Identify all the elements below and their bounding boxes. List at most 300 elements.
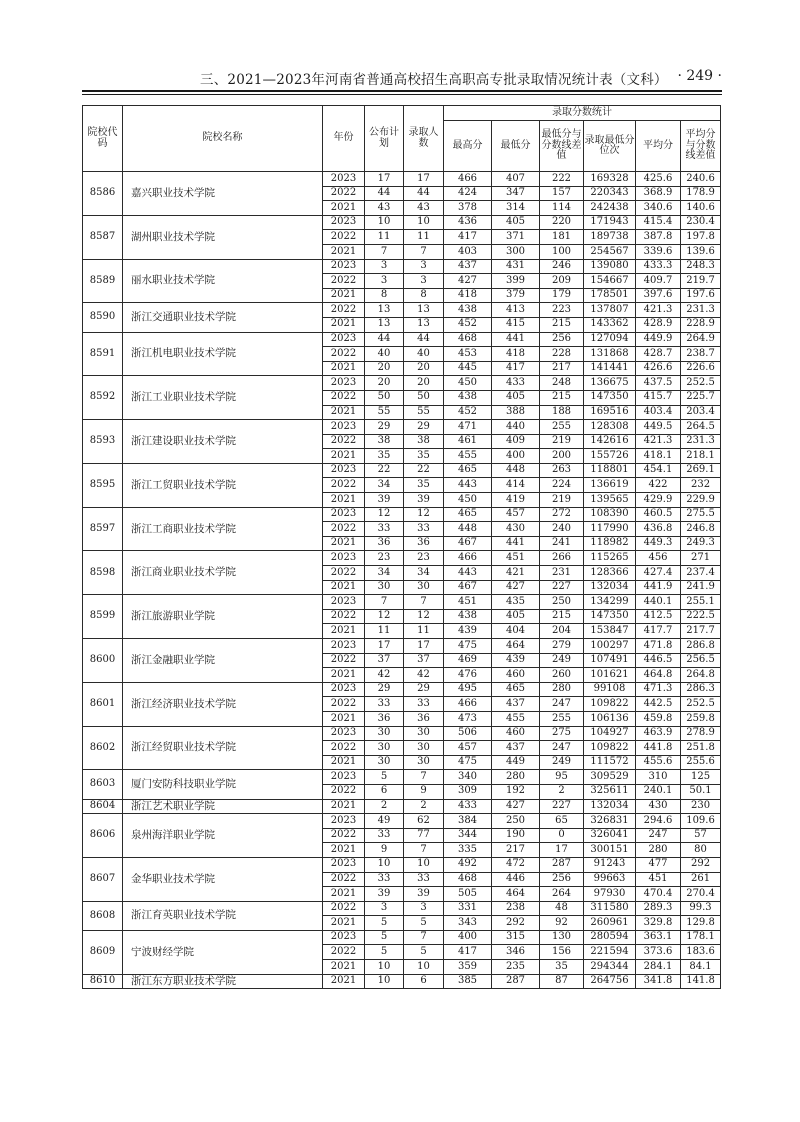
header-plan: 公布计划 [365, 106, 404, 172]
school-code: 8609 [83, 930, 123, 974]
year-cell: 2023 [323, 551, 365, 566]
min-rank-cell: 178501 [584, 288, 636, 303]
table-row [83, 420, 721, 435]
plan-cell: 30 [365, 755, 404, 770]
avg-score-cell: 289.3 [636, 901, 681, 916]
avg-diff-cell: 255.6 [681, 755, 721, 770]
plan-cell: 10 [365, 960, 404, 975]
avg-score-cell: 442.5 [636, 697, 681, 712]
year-cell: 2023 [323, 682, 365, 697]
min-score-cell: 404 [492, 624, 540, 639]
table-row [83, 551, 721, 566]
max-score-cell: 359 [444, 960, 492, 975]
max-score-cell: 433 [444, 799, 492, 814]
avg-diff-cell: 99.3 [681, 901, 721, 916]
avg-diff-cell: 203.4 [681, 405, 721, 420]
max-score-cell: 445 [444, 361, 492, 376]
min-score-cell: 465 [492, 682, 540, 697]
avg-diff-cell: 286.8 [681, 639, 721, 654]
table-row [83, 726, 721, 741]
school-name: 丽水职业技术学院 [123, 259, 323, 303]
plan-cell: 30 [365, 741, 404, 756]
min-rank-cell: 326041 [584, 828, 636, 843]
plan-cell: 7 [365, 244, 404, 259]
min-diff-cell: 17 [540, 843, 584, 858]
year-cell: 2021 [323, 755, 365, 770]
avg-diff-cell: 178.9 [681, 186, 721, 201]
admitted-cell: 17 [404, 172, 444, 187]
school-code: 8604 [83, 799, 123, 814]
table-row [83, 303, 721, 318]
year-cell: 2022 [323, 274, 365, 289]
year-cell: 2021 [323, 799, 365, 814]
plan-cell: 10 [365, 215, 404, 230]
min-score-cell: 314 [492, 201, 540, 216]
school-code: 8601 [83, 682, 123, 726]
plan-cell: 8 [365, 288, 404, 303]
admitted-cell: 36 [404, 536, 444, 551]
admitted-cell: 8 [404, 288, 444, 303]
table-row [83, 463, 721, 478]
min-score-cell: 280 [492, 770, 540, 785]
header-admitted: 录取人数 [404, 106, 444, 172]
min-diff-cell: 65 [540, 814, 584, 829]
min-diff-cell: 249 [540, 653, 584, 668]
avg-diff-cell: 140.6 [681, 201, 721, 216]
min-rank-cell: 109822 [584, 741, 636, 756]
min-diff-cell: 219 [540, 434, 584, 449]
table-row [83, 930, 721, 945]
school-code: 8589 [83, 259, 123, 303]
min-diff-cell: 156 [540, 945, 584, 960]
school-name: 宁波财经学院 [123, 930, 323, 974]
plan-cell: 12 [365, 507, 404, 522]
max-score-cell: 492 [444, 857, 492, 872]
admitted-cell: 33 [404, 522, 444, 537]
max-score-cell: 417 [444, 230, 492, 245]
year-cell: 2021 [323, 916, 365, 931]
min-score-cell: 427 [492, 799, 540, 814]
year-cell: 2023 [323, 332, 365, 347]
year-cell: 2021 [323, 449, 365, 464]
min-score-cell: 427 [492, 580, 540, 595]
year-cell: 2023 [323, 463, 365, 478]
avg-diff-cell: 255.1 [681, 595, 721, 610]
avg-diff-cell: 275.5 [681, 507, 721, 522]
avg-diff-cell: 269.1 [681, 463, 721, 478]
admitted-cell: 7 [404, 930, 444, 945]
min-rank-cell: 111572 [584, 755, 636, 770]
max-score-cell: 385 [444, 974, 492, 989]
avg-diff-cell: 226.6 [681, 361, 721, 376]
avg-diff-cell: 248.3 [681, 259, 721, 274]
admitted-cell: 7 [404, 843, 444, 858]
min-rank-cell: 154667 [584, 274, 636, 289]
min-rank-cell: 108390 [584, 507, 636, 522]
min-rank-cell: 220343 [584, 186, 636, 201]
school-code: 8600 [83, 639, 123, 683]
avg-score-cell: 387.8 [636, 230, 681, 245]
min-score-cell: 405 [492, 390, 540, 405]
school-code: 8587 [83, 215, 123, 259]
year-cell: 2021 [323, 317, 365, 332]
year-cell: 2022 [323, 828, 365, 843]
table-row [83, 901, 721, 916]
school-name: 浙江建设职业技术学院 [123, 420, 323, 464]
admitted-cell: 3 [404, 901, 444, 916]
avg-score-cell: 422 [636, 478, 681, 493]
min-rank-cell: 171943 [584, 215, 636, 230]
min-score-cell: 379 [492, 288, 540, 303]
avg-diff-cell: 50.1 [681, 784, 721, 799]
school-name: 浙江艺术职业学院 [123, 799, 323, 814]
avg-diff-cell: 261 [681, 872, 721, 887]
plan-cell: 43 [365, 201, 404, 216]
max-score-cell: 448 [444, 522, 492, 537]
avg-diff-cell: 230 [681, 799, 721, 814]
avg-score-cell: 456 [636, 551, 681, 566]
max-score-cell: 473 [444, 711, 492, 726]
admitted-cell: 39 [404, 887, 444, 902]
avg-diff-cell: 231.3 [681, 434, 721, 449]
avg-score-cell: 428.7 [636, 347, 681, 362]
year-cell: 2023 [323, 770, 365, 785]
min-rank-cell: 189738 [584, 230, 636, 245]
min-rank-cell: 136675 [584, 376, 636, 391]
header-min-rank: 录取最低分位次 [584, 121, 636, 172]
avg-diff-cell: 238.7 [681, 347, 721, 362]
min-rank-cell: 117990 [584, 522, 636, 537]
min-score-cell: 400 [492, 449, 540, 464]
max-score-cell: 443 [444, 478, 492, 493]
page-header [82, 68, 722, 90]
year-cell: 2023 [323, 259, 365, 274]
min-diff-cell: 227 [540, 799, 584, 814]
year-cell: 2023 [323, 507, 365, 522]
max-score-cell: 465 [444, 507, 492, 522]
avg-diff-cell: 270.4 [681, 887, 721, 902]
year-cell: 2021 [323, 405, 365, 420]
table-row [83, 376, 721, 391]
max-score-cell: 506 [444, 726, 492, 741]
admitted-cell: 3 [404, 259, 444, 274]
avg-diff-cell: 219.7 [681, 274, 721, 289]
year-cell: 2022 [323, 741, 365, 756]
avg-score-cell: 415.7 [636, 390, 681, 405]
avg-diff-cell: 252.5 [681, 697, 721, 712]
plan-cell: 17 [365, 639, 404, 654]
school-name: 浙江旅游职业学院 [123, 595, 323, 639]
min-score-cell: 347 [492, 186, 540, 201]
plan-cell: 11 [365, 624, 404, 639]
admitted-cell: 17 [404, 639, 444, 654]
year-cell: 2023 [323, 814, 365, 829]
avg-score-cell: 471.8 [636, 639, 681, 654]
year-cell: 2021 [323, 361, 365, 376]
school-name: 浙江工业职业技术学院 [123, 376, 323, 420]
min-diff-cell: 200 [540, 449, 584, 464]
min-rank-cell: 141441 [584, 361, 636, 376]
admitted-cell: 39 [404, 493, 444, 508]
avg-score-cell: 417.7 [636, 624, 681, 639]
header-min: 最低分 [492, 121, 540, 172]
admitted-cell: 29 [404, 682, 444, 697]
plan-cell: 20 [365, 376, 404, 391]
min-diff-cell: 256 [540, 872, 584, 887]
max-score-cell: 466 [444, 551, 492, 566]
year-cell: 2023 [323, 930, 365, 945]
min-diff-cell: 204 [540, 624, 584, 639]
min-score-cell: 371 [492, 230, 540, 245]
min-score-cell: 448 [492, 463, 540, 478]
min-rank-cell: 131868 [584, 347, 636, 362]
max-score-cell: 450 [444, 376, 492, 391]
avg-score-cell: 449.3 [636, 536, 681, 551]
year-cell: 2023 [323, 726, 365, 741]
max-score-cell: 466 [444, 172, 492, 187]
year-cell: 2022 [323, 390, 365, 405]
min-diff-cell: 255 [540, 420, 584, 435]
year-cell: 2021 [323, 624, 365, 639]
avg-score-cell: 460.5 [636, 507, 681, 522]
plan-cell: 36 [365, 536, 404, 551]
school-name: 浙江工商职业技术学院 [123, 507, 323, 551]
min-diff-cell: 223 [540, 303, 584, 318]
min-rank-cell: 325611 [584, 784, 636, 799]
plan-cell: 6 [365, 784, 404, 799]
avg-diff-cell: 237.4 [681, 566, 721, 581]
year-cell: 2022 [323, 478, 365, 493]
plan-cell: 29 [365, 420, 404, 435]
min-rank-cell: 100297 [584, 639, 636, 654]
max-score-cell: 475 [444, 639, 492, 654]
admitted-cell: 33 [404, 697, 444, 712]
min-rank-cell: 128366 [584, 566, 636, 581]
min-rank-cell: 136619 [584, 478, 636, 493]
min-score-cell: 446 [492, 872, 540, 887]
avg-score-cell: 363.1 [636, 930, 681, 945]
avg-diff-cell: 225.7 [681, 390, 721, 405]
avg-diff-cell: 141.8 [681, 974, 721, 989]
max-score-cell: 309 [444, 784, 492, 799]
avg-diff-cell: 228.9 [681, 317, 721, 332]
plan-cell: 40 [365, 347, 404, 362]
min-score-cell: 457 [492, 507, 540, 522]
admitted-cell: 43 [404, 201, 444, 216]
min-rank-cell: 115265 [584, 551, 636, 566]
min-score-cell: 418 [492, 347, 540, 362]
school-code: 8610 [83, 974, 123, 989]
min-score-cell: 431 [492, 259, 540, 274]
min-rank-cell: 142616 [584, 434, 636, 449]
min-score-cell: 439 [492, 653, 540, 668]
header-title: 三、2021—2023年河南省普通高校招生高职高专批录取情况统计表（文科） [200, 72, 668, 88]
header-avg-diff: 平均分与分数线差值 [681, 121, 721, 172]
school-name: 嘉兴职业技术学院 [123, 172, 323, 216]
year-cell: 2021 [323, 536, 365, 551]
year-cell: 2021 [323, 887, 365, 902]
admitted-cell: 6 [404, 974, 444, 989]
year-cell: 2021 [323, 244, 365, 259]
min-diff-cell: 247 [540, 697, 584, 712]
header-score-group: 录取分数统计 [444, 106, 721, 121]
year-cell: 2021 [323, 974, 365, 989]
school-code: 8591 [83, 332, 123, 376]
max-score-cell: 384 [444, 814, 492, 829]
min-diff-cell: 209 [540, 274, 584, 289]
admitted-cell: 7 [404, 595, 444, 610]
avg-score-cell: 418.1 [636, 449, 681, 464]
avg-diff-cell: 230.4 [681, 215, 721, 230]
min-diff-cell: 240 [540, 522, 584, 537]
max-score-cell: 343 [444, 916, 492, 931]
min-diff-cell: 256 [540, 332, 584, 347]
admitted-cell: 5 [404, 916, 444, 931]
min-diff-cell: 217 [540, 361, 584, 376]
avg-diff-cell: 109.6 [681, 814, 721, 829]
max-score-cell: 469 [444, 653, 492, 668]
admitted-cell: 29 [404, 420, 444, 435]
max-score-cell: 450 [444, 493, 492, 508]
page-number: · 249 · [677, 68, 722, 84]
admitted-cell: 30 [404, 755, 444, 770]
plan-cell: 12 [365, 609, 404, 624]
min-score-cell: 440 [492, 420, 540, 435]
min-score-cell: 437 [492, 741, 540, 756]
min-rank-cell: 300151 [584, 843, 636, 858]
avg-diff-cell: 232 [681, 478, 721, 493]
min-diff-cell: 279 [540, 639, 584, 654]
min-diff-cell: 246 [540, 259, 584, 274]
max-score-cell: 495 [444, 682, 492, 697]
table-row [83, 507, 721, 522]
avg-score-cell: 429.9 [636, 493, 681, 508]
school-code: 8603 [83, 770, 123, 799]
max-score-cell: 439 [444, 624, 492, 639]
admitted-cell: 35 [404, 478, 444, 493]
header-rule [82, 90, 722, 92]
min-rank-cell: 169516 [584, 405, 636, 420]
table-row [83, 259, 721, 274]
header-avg: 平均分 [636, 121, 681, 172]
avg-score-cell: 425.6 [636, 172, 681, 187]
max-score-cell: 427 [444, 274, 492, 289]
avg-score-cell: 430 [636, 799, 681, 814]
min-diff-cell: 222 [540, 172, 584, 187]
min-diff-cell: 272 [540, 507, 584, 522]
admitted-cell: 7 [404, 244, 444, 259]
avg-diff-cell: 251.8 [681, 741, 721, 756]
min-diff-cell: 287 [540, 857, 584, 872]
max-score-cell: 436 [444, 215, 492, 230]
min-rank-cell: 99108 [584, 682, 636, 697]
plan-cell: 39 [365, 493, 404, 508]
min-score-cell: 464 [492, 887, 540, 902]
max-score-cell: 457 [444, 741, 492, 756]
admitted-cell: 10 [404, 960, 444, 975]
avg-diff-cell: 246.8 [681, 522, 721, 537]
max-score-cell: 452 [444, 317, 492, 332]
header-code: 院校代码 [83, 106, 123, 172]
min-score-cell: 430 [492, 522, 540, 537]
min-score-cell: 405 [492, 215, 540, 230]
admitted-cell: 42 [404, 668, 444, 683]
min-diff-cell: 275 [540, 726, 584, 741]
year-cell: 2023 [323, 639, 365, 654]
admitted-cell: 20 [404, 376, 444, 391]
plan-cell: 22 [365, 463, 404, 478]
school-code: 8608 [83, 901, 123, 930]
min-score-cell: 437 [492, 697, 540, 712]
plan-cell: 36 [365, 711, 404, 726]
admitted-cell: 13 [404, 317, 444, 332]
avg-score-cell: 415.4 [636, 215, 681, 230]
plan-cell: 39 [365, 887, 404, 902]
min-rank-cell: 106136 [584, 711, 636, 726]
avg-diff-cell: 183.6 [681, 945, 721, 960]
admitted-cell: 62 [404, 814, 444, 829]
admitted-cell: 38 [404, 434, 444, 449]
avg-diff-cell: 197.8 [681, 230, 721, 245]
min-diff-cell: 215 [540, 390, 584, 405]
plan-cell: 13 [365, 303, 404, 318]
year-cell: 2022 [323, 186, 365, 201]
avg-score-cell: 440.1 [636, 595, 681, 610]
table-body [83, 172, 721, 989]
avg-score-cell: 341.8 [636, 974, 681, 989]
plan-cell: 2 [365, 799, 404, 814]
year-cell: 2021 [323, 711, 365, 726]
admitted-cell: 10 [404, 215, 444, 230]
min-score-cell: 405 [492, 609, 540, 624]
min-score-cell: 292 [492, 916, 540, 931]
plan-cell: 44 [365, 186, 404, 201]
table-row [83, 172, 721, 187]
avg-diff-cell: 271 [681, 551, 721, 566]
plan-cell: 50 [365, 390, 404, 405]
plan-cell: 5 [365, 770, 404, 785]
admitted-cell: 12 [404, 609, 444, 624]
avg-score-cell: 339.6 [636, 244, 681, 259]
min-diff-cell: 181 [540, 230, 584, 245]
school-name: 浙江商业职业技术学院 [123, 551, 323, 595]
min-rank-cell: 153847 [584, 624, 636, 639]
plan-cell: 34 [365, 566, 404, 581]
plan-cell: 33 [365, 697, 404, 712]
plan-cell: 42 [365, 668, 404, 683]
admitted-cell: 22 [404, 463, 444, 478]
table-row [83, 799, 721, 814]
school-code: 8606 [83, 814, 123, 858]
admitted-cell: 34 [404, 566, 444, 581]
table-row [83, 682, 721, 697]
max-score-cell: 468 [444, 332, 492, 347]
min-score-cell: 415 [492, 317, 540, 332]
year-cell: 2021 [323, 201, 365, 216]
max-score-cell: 452 [444, 405, 492, 420]
plan-cell: 30 [365, 726, 404, 741]
max-score-cell: 424 [444, 186, 492, 201]
year-cell: 2021 [323, 960, 365, 975]
year-cell: 2022 [323, 303, 365, 318]
avg-score-cell: 427.4 [636, 566, 681, 581]
avg-score-cell: 240.1 [636, 784, 681, 799]
school-name: 浙江东方职业技术学院 [123, 974, 323, 989]
admitted-cell: 37 [404, 653, 444, 668]
avg-score-cell: 470.4 [636, 887, 681, 902]
min-rank-cell: 128308 [584, 420, 636, 435]
plan-cell: 3 [365, 901, 404, 916]
